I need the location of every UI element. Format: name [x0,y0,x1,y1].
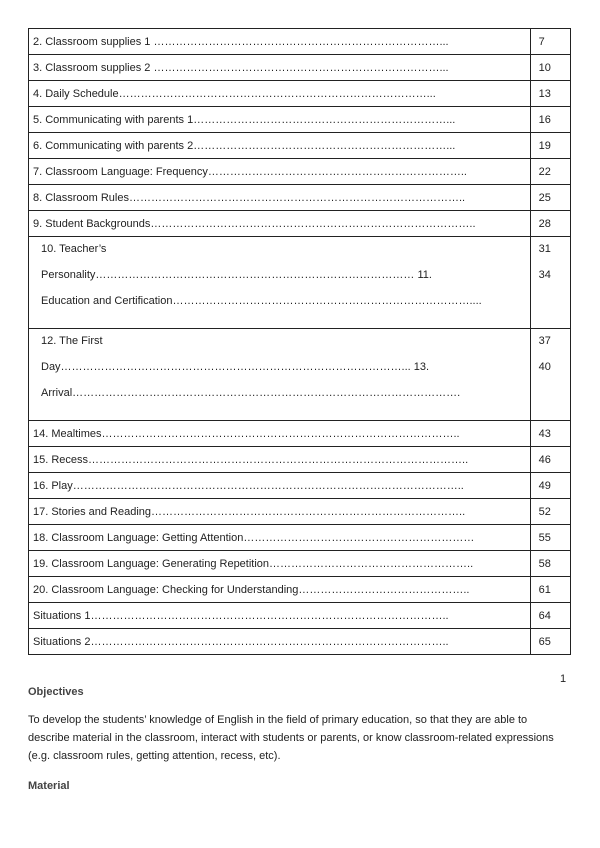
toc-entry-title [29,329,531,421]
toc-entry-page: 28 [530,211,570,237]
page-number: 1 [560,673,567,685]
toc-row [29,133,571,159]
toc-row [29,81,571,107]
toc-row [29,525,571,551]
toc-row [29,421,571,447]
toc-entry-line: Personality…………………………………………………………………………… 11. [41,269,432,281]
toc-entry-line: Day…………………………………………………………………………………... 13. [41,361,430,373]
toc-row [29,107,571,133]
toc-row [29,55,571,81]
toc-entry-title: 19. Classroom Language: Generating Repetition……………………………………………….. [29,551,531,577]
toc-row [29,577,571,603]
toc-entry-page: 46 [530,447,570,473]
toc-row [29,603,571,629]
toc-entry-page: 49 [530,473,570,499]
toc-entry-title: 3. Classroom supplies 2 ……………………………………………………………………... [29,55,531,81]
toc-entry-title: 8. Classroom Rules……………………………………………………………………………….. [29,185,531,211]
objectives-text: To develop the students’ knowledge of English in the field of primary education, so that they are able to describe material in the classroom, interact with students or parents, or know classroom-related expressions (e.g. classroom rules, getting attention, recess, etc). [28,714,554,762]
toc-entry-title: 17. Stories and Reading………………………………………………………………………….. [29,499,531,525]
toc-row [29,211,571,237]
toc-page-number: 40 [538,361,551,373]
toc-entry-page: 22 [530,159,570,185]
toc-entry-line: Education and Certification……………………………………………………………………….... [41,295,482,307]
toc-entry-line: 10. Teacher’s [41,243,107,255]
toc-entry-title: Situations 1…………………………………………………………………………………….. [29,603,531,629]
toc-entry-title: 5. Communicating with parents 1……………………………………………………………... [29,107,531,133]
toc-row [29,629,571,655]
toc-entry-title: 18. Classroom Language: Getting Attention……………………………………………………… [29,525,531,551]
toc-entry-page: 19 [530,133,570,159]
toc-entry-title: 7. Classroom Language: Frequency…………………………………………………………….. [29,159,531,185]
toc-page-number: 37 [538,335,551,347]
table-of-contents [28,28,571,655]
toc-page-number: 34 [538,269,551,281]
toc-entry-title: 2. Classroom supplies 1 ……………………………………………………………………... [29,29,531,55]
toc-row-multiline [29,237,571,329]
toc-entry-page: 7 [530,29,570,55]
toc-entry-page: 10 [530,55,570,81]
toc-row [29,447,571,473]
toc-entry-title: 14. Mealtimes…………………………………………………………………………………….. [29,421,531,447]
toc-row [29,185,571,211]
toc-entry-page: 25 [530,185,570,211]
toc-entry-line: Arrival……………………………………………………………………………………………. [41,387,461,399]
toc-entry-page: 65 [530,629,570,655]
toc-entry-title: Situations 2…………………………………………………………………………………….. [29,629,531,655]
toc-entry-line: 12. The First [41,335,103,347]
toc-entry-page: 61 [530,577,570,603]
objectives-heading: Objectives [28,686,84,698]
toc-entry-page: 43 [530,421,570,447]
toc-entry-page [530,237,570,329]
toc-entry-title [29,237,531,329]
toc-row [29,29,571,55]
material-heading: Material [28,780,70,792]
toc-entry-title: 6. Communicating with parents 2……………………………………………………………... [29,133,531,159]
toc-row [29,473,571,499]
toc-entry-page: 52 [530,499,570,525]
toc-entry-title: 20. Classroom Language: Checking for Understanding……………………………………….. [29,577,531,603]
toc-row [29,159,571,185]
toc-row [29,499,571,525]
toc-entry-page: 13 [530,81,570,107]
toc-row [29,551,571,577]
toc-entry-page: 64 [530,603,570,629]
toc-entry-title: 15. Recess………………………………………………………………………………………….. [29,447,531,473]
toc-row-multiline [29,329,571,421]
toc-entry-title: 4. Daily Schedule…………………………………………………………………………... [29,81,531,107]
toc-page-number: 31 [538,243,551,255]
toc-entry-page: 55 [530,525,570,551]
toc-entry-title: 9. Student Backgrounds…………………………………………………………………………….. [29,211,531,237]
toc-entry-page [530,329,570,421]
toc-entry-title: 16. Play…………………………………………………………………………………………….. [29,473,531,499]
toc-entry-page: 16 [530,107,570,133]
toc-entry-page: 58 [530,551,570,577]
